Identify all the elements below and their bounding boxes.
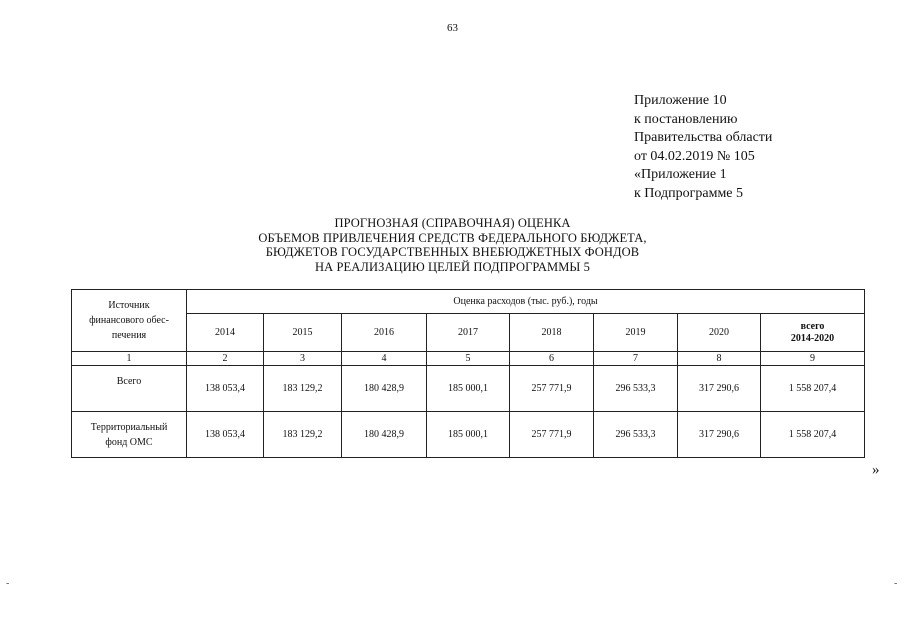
appendix-line: от 04.02.2019 № 105 bbox=[634, 148, 755, 164]
value-cell: 183 129,2 bbox=[264, 412, 342, 458]
value-cell: 185 000,1 bbox=[427, 412, 510, 458]
year-header: 2016 bbox=[342, 314, 427, 352]
title-line: ПРОГНОЗНАЯ (СПРАВОЧНАЯ) ОЦЕНКА bbox=[334, 216, 571, 230]
column-number: 4 bbox=[342, 352, 427, 366]
value-cell: 180 428,9 bbox=[342, 412, 427, 458]
source-cell bbox=[72, 366, 187, 412]
value-cell: 257 771,9 bbox=[510, 412, 594, 458]
value-cell: 317 290,6 bbox=[678, 366, 761, 412]
column-number: 3 bbox=[264, 352, 342, 366]
page-number: 63 bbox=[447, 22, 458, 34]
value-cell: 183 129,2 bbox=[264, 366, 342, 412]
column-number: 1 bbox=[72, 352, 187, 366]
value-cell: 296 533,3 bbox=[594, 412, 678, 458]
value-cell: 180 428,9 bbox=[342, 366, 427, 412]
source-header-line: Источник bbox=[108, 300, 150, 311]
column-number: 5 bbox=[427, 352, 510, 366]
total-header bbox=[761, 314, 865, 352]
table-row bbox=[72, 412, 865, 458]
year-header: 2020 bbox=[678, 314, 761, 352]
value-cell: 185 000,1 bbox=[427, 366, 510, 412]
source-header-line: печения bbox=[111, 330, 147, 341]
table-header-row bbox=[72, 290, 865, 314]
column-number: 2 bbox=[187, 352, 264, 366]
source-line: Всего bbox=[116, 376, 142, 387]
year-header: 2019 bbox=[594, 314, 678, 352]
right-edge-mark: - bbox=[894, 578, 898, 589]
source-line: Территориальный bbox=[90, 421, 168, 433]
year-header: 2014 bbox=[187, 314, 264, 352]
appendix-line: «Приложение 1 bbox=[634, 167, 727, 183]
column-number: 8 bbox=[678, 352, 761, 366]
value-cell: 138 053,4 bbox=[187, 412, 264, 458]
title-line: ОБЪЕМОВ ПРИВЛЕЧЕНИЯ СРЕДСТВ ФЕДЕРАЛЬНОГО БЮДЖЕТА, bbox=[258, 230, 647, 245]
value-cell: 138 053,4 bbox=[187, 366, 264, 412]
closing-quote: » bbox=[872, 462, 880, 478]
left-edge-mark: - bbox=[6, 578, 10, 589]
value-cell: 1 558 207,4 bbox=[761, 366, 865, 412]
total-header-line: 2014-2020 bbox=[790, 332, 835, 344]
year-header: 2017 bbox=[427, 314, 510, 352]
value-cell: 317 290,6 bbox=[678, 412, 761, 458]
value-cell: 257 771,9 bbox=[510, 366, 594, 412]
table-row bbox=[72, 366, 865, 412]
year-header: 2018 bbox=[510, 314, 594, 352]
appendix-line: Приложение 10 bbox=[634, 93, 727, 108]
column-number-row bbox=[72, 352, 865, 366]
appendix-line: к постановлению bbox=[634, 111, 738, 127]
document-title bbox=[0, 216, 905, 274]
appendix-line: к Подпрограмме 5 bbox=[634, 185, 744, 201]
source-cell bbox=[72, 412, 187, 458]
column-number: 9 bbox=[761, 352, 865, 366]
source-header-line: финансового обес- bbox=[89, 315, 169, 326]
expense-group-header: Оценка расходов (тыс. руб.), годы bbox=[187, 290, 865, 314]
year-header: 2015 bbox=[264, 314, 342, 352]
value-cell: 296 533,3 bbox=[594, 366, 678, 412]
column-number: 7 bbox=[594, 352, 678, 366]
total-header-line: всего bbox=[800, 320, 825, 332]
appendix-line: Правительства области bbox=[634, 130, 773, 146]
budget-table bbox=[71, 289, 865, 458]
column-number: 6 bbox=[510, 352, 594, 366]
title-line: БЮДЖЕТОВ ГОСУДАРСТВЕННЫХ ВНЕБЮДЖЕТНЫХ ФОНДОВ bbox=[265, 245, 640, 260]
appendix-reference bbox=[634, 92, 772, 204]
title-line: НА РЕАЛИЗАЦИЮ ЦЕЛЕЙ ПОДПРОГРАММЫ 5 bbox=[314, 259, 590, 274]
source-line: фонд ОМС bbox=[105, 436, 153, 448]
source-header-cell bbox=[72, 290, 187, 352]
table-years-row bbox=[72, 314, 865, 352]
value-cell: 1 558 207,4 bbox=[761, 412, 865, 458]
